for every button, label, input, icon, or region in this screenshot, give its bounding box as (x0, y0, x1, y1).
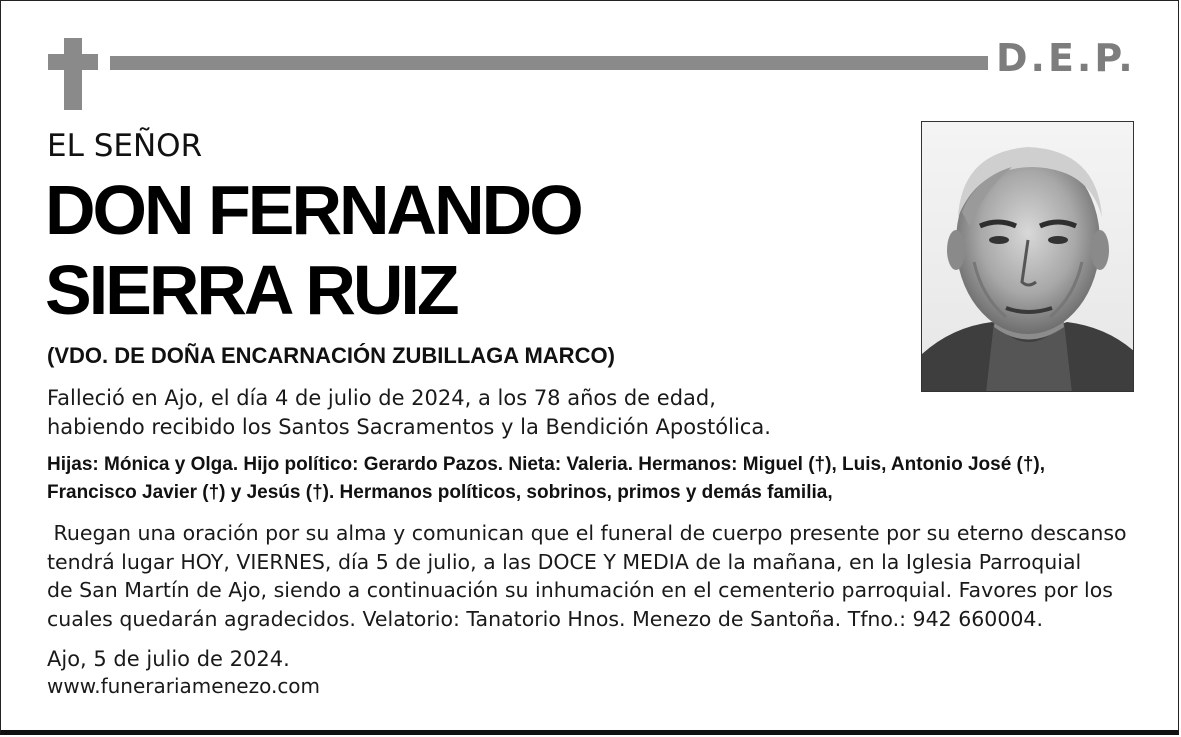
place-date: Ajo, 5 de julio de 2024. (47, 647, 290, 671)
funeral-line-4: cuales quedarán agradecidos. Velatorio: Tanatorio Hnos. Menezo de Santoña. Tfno.: 942 660004. (47, 606, 1043, 631)
cross-icon (48, 38, 98, 110)
death-notice (47, 384, 907, 442)
family-line-2: Francisco Javier (†) y Jesús (†). Hermanos políticos, sobrinos, primos y demás familia, (47, 482, 833, 503)
death-notice-line-2: habiendo recibido los Santos Sacramentos y la Bendición Apostólica. (47, 415, 771, 439)
family-line-1: Hijas: Mónica y Olga. Hijo político: Gerardo Pazos. Nieta: Valeria. Hermanos: Miguel (†), Luis, Antonio José (†), (47, 454, 1046, 475)
funeral-line-2: tendrá lugar HOY, VIERNES, día 5 de julio, a las DOCE Y MEDIA de la mañana, en la Iglesia Parroquial (47, 549, 1082, 574)
widow-line: (VDO. DE DOÑA ENCARNACIÓN ZUBILLAGA MARCO) (47, 343, 615, 368)
honorific: EL SEÑOR (47, 128, 203, 164)
name-line-1: DON FERNANDO (45, 171, 581, 249)
portrait-photo (921, 121, 1134, 392)
funeral-line-3: de San Martín de Ajo, siendo a continuación su inhumación en el cementerio parroquial. Favores por los (47, 578, 1113, 602)
website-link[interactable]: www.funerariamenezo.com (47, 674, 321, 698)
funeral-line-1: Ruegan una oración por su alma y comunican que el funeral de cuerpo presente por su eterno descanso (47, 521, 1127, 545)
funeral-text (47, 519, 1147, 633)
header-rule (110, 56, 988, 70)
family-list (47, 451, 1137, 507)
death-notice-line-1: Falleció en Ajo, el día 4 de julio de 2024, a los 78 años de edad, (47, 386, 716, 410)
dep-label: D.E.P. (996, 36, 1136, 80)
deceased-name (45, 170, 581, 330)
name-line-2: SIERRA RUIZ (45, 251, 457, 329)
